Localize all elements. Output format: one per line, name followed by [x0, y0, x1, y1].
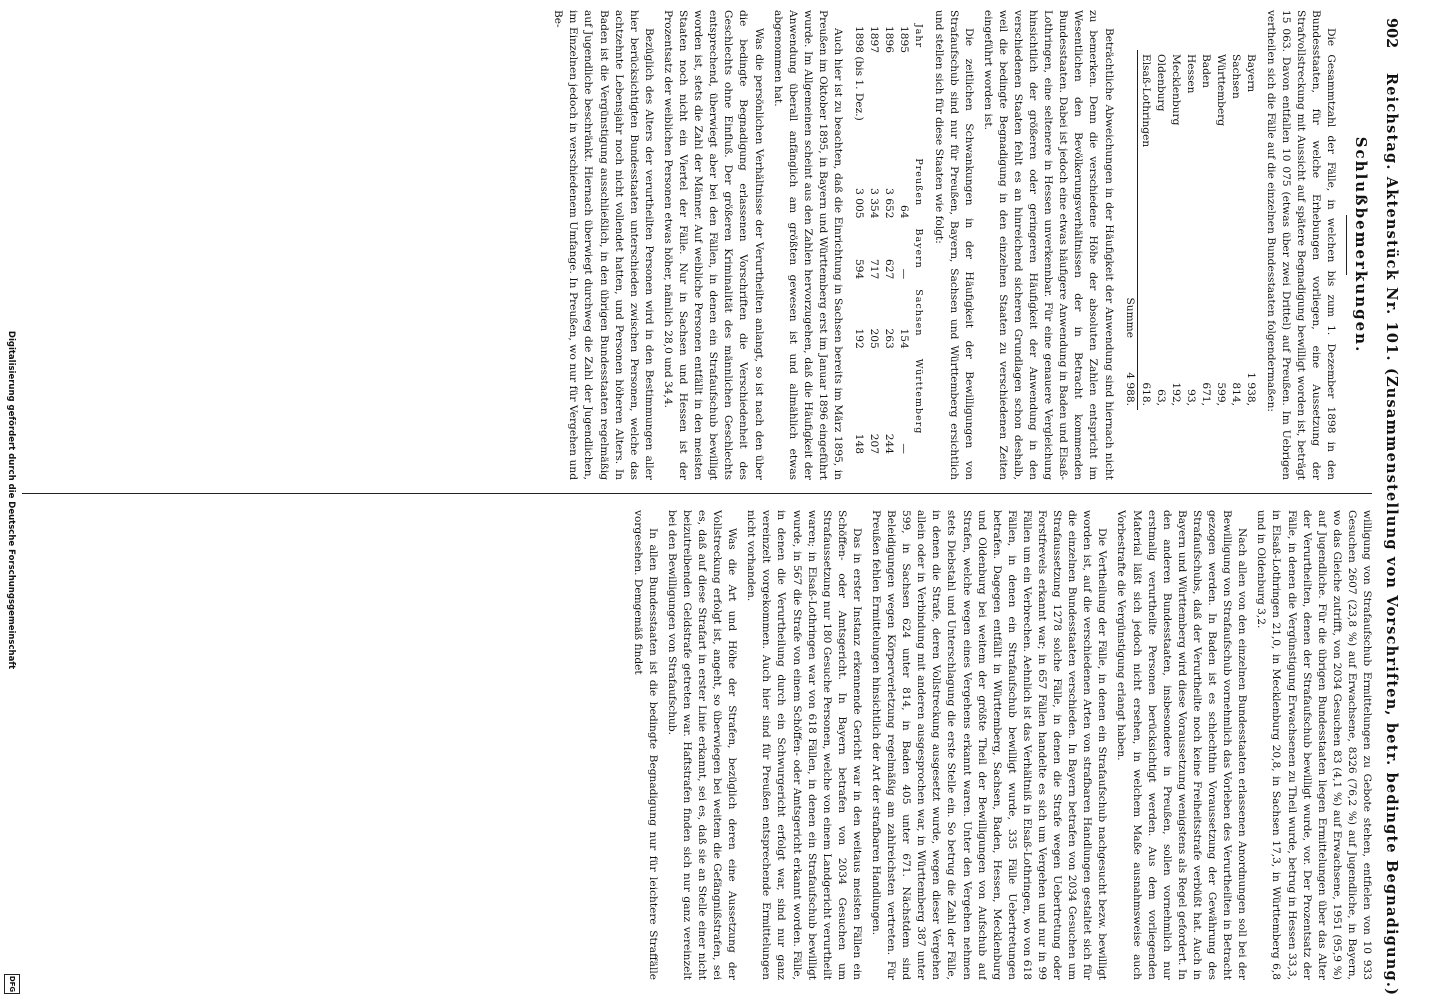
table-cell: 1897	[868, 26, 881, 53]
state-value: 1 938,	[1245, 372, 1258, 406]
state-name: Mecklenburg	[1169, 54, 1182, 126]
table-cell: 1898 (bis 1. Dez.)	[853, 26, 866, 121]
sum-row	[1122, 50, 1138, 410]
table-cell: 192	[853, 328, 866, 349]
table-row	[851, 20, 866, 460]
state-row	[1243, 50, 1258, 410]
state-value: 618.	[1139, 382, 1152, 406]
state-value: 93,	[1185, 389, 1198, 406]
table-row	[866, 20, 881, 460]
footer-credit: Digitalisierung gefördert durch die Deutsche Forschungsgemeinschaft	[6, 330, 16, 670]
state-name: Württemberg	[1215, 54, 1228, 127]
state-name: Bayern	[1245, 54, 1258, 93]
state-value: 63,	[1154, 389, 1167, 406]
paragraph: Bezüglich des Alters der verurtheilten Personen wird in den Bestimmungen aller hier berücksichtigten Bundesstaaten unterschieden zwischen Personen, welche das achtzehnte Lebensjahr noch nicht vollendet hatten, und Personen höheren Alters. In Baden ist die Vergünstigung ausschließlich, in den übrigen Bundesstaaten regelmäßig auf Jugendliche beschränkt. Hiernach überwiegt durchweg die Zahl der Jugendlichen, im Einzelnen jedoch in verschiedenem Umfange. In Preußen, wo nur für Vergehen und Be-	[552, 10, 655, 480]
state-row	[1168, 50, 1183, 410]
states-table	[1122, 50, 1259, 410]
paragraph: Die Gesammtzahl der Fälle, in welchen bis zum 1. Dezember 1898 in den Bundesstaaten, für welche Erhebungen vorliegen, eine Aussetzung der Strafvollstreckung mit Aussicht auf spätere Begnadigung bewilligt worden ist, beträgt 15 063. Davon entfallen 10 075 (etwas über zwei Drittel) auf Preußen. Im Uebrigen vertheilen sich die Fälle auf die einzelnen Bundesstaaten folgendermaßen:	[1264, 10, 1337, 480]
paragraph: Die zeitlichen Schwankungen in der Häufigkeit der Bewilligungen von Strafaufschub sind nur für Preußen, Bayern, Sachsen und Württemberg ersichtlich und stellen sich für diese Staaten wie folgt:	[932, 10, 975, 480]
paragraph: Auch hier ist zu beachten, daß die Einrichtung in Sachsen bereits im März 1895, in Preußen im Oktober 1895, in Bayern und Württemberg erst im Januar 1896 eingeführt wurde. Im Allgemeinen scheint aus den Zahlen hervorzugehen, daß die Häufigkeit der Anwendung überall anfänglich am größten gewesen ist und allmählich etwas abgenommen hat.	[771, 10, 844, 480]
state-value: 599,	[1215, 382, 1228, 406]
state-name: Oldenburg	[1154, 54, 1167, 112]
table-cell: 154	[898, 328, 911, 349]
table-cell: 263	[883, 328, 896, 349]
column-header: Sachsen	[913, 289, 925, 337]
column-header: Preußen	[913, 158, 925, 207]
paragraph: Was die Art und Höhe der Strafen, bezüglich deren eine Aussetzung der Vollstreckung erfolgt ist, angeht, so überwiegen bei weitem die Gefängnißstrafen, sei es, daß auf diese Strafart in erster Linie erkannt, sei es, daß sie an Stelle einer nicht beizutreibenden Geldstrafe getreten war. Haftstrafen finden sich nur ganz vereinzelt bei den Bewilligungen von Strafaufschub.	[665, 510, 739, 980]
section-title: Schlußbemerkungen.	[1352, 136, 1370, 354]
paragraph: willigung von Strafaufschub Ermittelungen zu Gebote stehen, entfielen von 10 933 Gesuchen 2607 (23,8 %) auf Erwachsene, 8326 (76,2 %) auf Jugendliche, in Bayern, wo das Gleiche zutrifft, von 2034 Gesuchen 83 (4,1 %) auf Erwachsene, 1951 (95,9 %) auf Jugendliche. Für die übrigen Bundesstaaten liegen Ermittelungen über das Alter der Verurtheilten, denen der Strafaufschub bewilligt wurde, vor. Der Prozentsatz der Fälle, in denen die Vergünstigung Erwachsenen zu Theil wurde, betrug in Hessen 33,3, in Elsaß-Lothringen 21,0, in Mecklenburg 20,8, in Sachsen 17,3, in Württemberg 6,8 und in Oldenburg 3,2.	[1255, 510, 1373, 980]
paragraph: Das in erster Instanz erkennende Gericht war in den weitaus meisten Fällen ein Schöffen- oder Amtsgericht. In Bayern betrafen von 2034 Gesuchen um Strafaussetzung nur 180 Gesuche Personen, welche von einem Landgericht verurtheilt waren; in Elsaß-Lothringen war von 618 Fällen, in denen ein Strafaufschub bewilligt wurde, in 567 die Strafe von einem Schöffen- oder Amtsgericht erkannt worden. Fälle, in denen die Verurtheilung durch ein Schwurgericht erfolgt war, sind nur ganz vereinzelt vorgekommen. Auch hier sind für Preußen entsprechende Ermittelungen nicht vorhanden.	[745, 510, 863, 980]
table-cell: 1895	[898, 26, 911, 53]
state-name: Sachsen	[1230, 54, 1243, 99]
state-value: 814,	[1230, 382, 1243, 406]
column-header: Jahr	[913, 24, 925, 49]
state-row	[1213, 50, 1228, 410]
paragraph: Nach allen von den einzelnen Bundesstaaten erlassenen Anordnungen soll bei der Bewilligung von Strafaufschub vornehmlich das Vorleben des Verurtheilten in Betracht gezogen werden. In Baden ist es schlechthin Voraussetzung der Gewährung des Strafaufschubs, daß der Verurtheilte noch keine Freiheitsstrafe verbüßt hat. Auch in Bayern und Württemberg wird diese Voraussetzung wenigstens als Regel gefordert. In den anderen Bundesstaaten, insbesondere in Preußen, sollen vornehmlich nur erstmalig verurtheilte Personen berücksichtigt werden. Aus dem vorliegenden Material läßt sich jedoch nicht ersehen, in welchem Maße ausnahmsweise auch Vorbestrafte die Vergünstigung erlangt haben.	[1115, 510, 1249, 980]
table-row	[881, 20, 896, 460]
table-cell: 3 005	[853, 188, 866, 219]
state-row	[1183, 50, 1198, 410]
table-cell: —	[898, 443, 911, 454]
state-row	[1228, 50, 1243, 410]
state-value: 671,	[1200, 382, 1213, 406]
state-row	[1198, 50, 1213, 410]
title-rule	[1346, 215, 1347, 275]
left-column	[14, 10, 1374, 480]
paragraph: Was die persönlichen Verhältnisse der Verurtheilten anlangt, so ist nach den über die bedingte Begnadigung erlassenen Vorschriften die Verschiedenheit des Geschlechts ohne Einfluß. Der größeren Kriminalität des männlichen Geschlechts entsprechend, überwiegt aber bei den Fällen, in denen ein Strafaufschub bewilligt worden ist, stets die Zahl der Männer. Auf weibliche Personen entfällt in den meisten Staaten noch nicht ein Viertel der Fälle. Nur in Sachsen und Hessen ist der Prozentsatz der weiblichen Personen etwas höher, nämlich 28,0 und 34,4.	[661, 10, 765, 480]
table-cell: 207	[868, 433, 881, 454]
paragraph: In allen Bundesstaaten ist die bedingte Begnadigung nur für leichtere Straffälle vorgesehen. Demgemäß findet	[631, 510, 659, 980]
state-row	[1137, 50, 1153, 410]
column-header: Bayern	[913, 228, 925, 269]
paragraph: Beträchtliche Abweichungen in der Häufigkeit der Anwendung sind hiernach nicht zu bemerken. Denn die verschiedene Höhe der absoluten Zahlen entspricht im Wesentlichen den Bevölkerungsverhältnissen der in Betracht kommenden Bundesstaaten. Dabei ist jedoch eine etwas häufigere Anwendung in Baden und Elsaß-Lothringen, eine seltenere in Hessen unverkennbar. Für eine genauere Vergleichung hinsichtlich der größeren oder geringeren Häufigkeit der Anwendung in den verschiedenen Staaten fehlt es an hinreichend sicheren Grundlagen schon deshalb, weil die bedingte Begnadigung in den einzelnen Staaten zu verschiedenen Zeiten eingeführt worden ist.	[981, 10, 1115, 480]
state-value: 192,	[1169, 382, 1182, 406]
table-cell: 205	[868, 328, 881, 349]
sum-value: 4 988.	[1122, 342, 1138, 410]
paragraph: Die Vertheilung der Fälle, in denen ein Strafaufschub nachgesucht bezw. bewilligt worden ist, auf die verschiedenen Arten von strafbaren Handlungen gestaltet sich für die einzelnen Bundesstaaten verschieden. In Bayern betrafen von 2034 Gesuchen um Strafaussetzung 1278 solche Fälle, in denen die Strafe wegen Uebertretung oder Forstfrevels erkannt war; in 657 Fällen handelte es sich um Vergehen und nur in 99 Fällen um ein Verbrechen. Aehnlich ist das Verhältniß in Elsaß-Lothringen, wo von 618 Fällen, in denen ein Strafaufschub bewilligt wurde, 335 Fälle Uebertretungen betrafen. Dagegen entfällt in Württemberg, Sachsen, Baden, Hessen, Mecklenburg und Oldenburg bei weitem der größte Theil der Bewilligungen von Aufschub auf Strafen, welche wegen eines Vergehens erkannt waren. Unter den Vergehen nehmen stets Diebstahl und Unterschlagung die erste Stelle ein. So betrug die Zahl der Fälle, in denen die Strafe, deren Vollstreckung ausgesetzt wurde, wegen dieser Vergehen allein oder in Verbindung mit anderen ausgesprochen war, in Württemberg 387 unter 599, in Sachsen 624 unter 814, in Baden 405 unter 671. Nächstdem sind Beleidigungen wegen Körperverletzung regelmäßig am zahlreichsten vertreten. Für Preußen fehlen Ermittelungen hinsichtlich der Art der strafbaren Handlungen.	[870, 510, 1109, 980]
table-cell: 3 652	[883, 188, 896, 219]
table-row	[896, 20, 911, 460]
sum-label: Summe	[1122, 50, 1138, 342]
table-cell: 1896	[883, 26, 896, 53]
table-cell: 64	[898, 205, 911, 219]
right-column	[14, 510, 1374, 980]
table-cell: 148	[853, 433, 866, 454]
state-name: Hessen	[1185, 54, 1198, 94]
years-table	[851, 20, 926, 460]
state-name: Elsaß-Lothringen	[1139, 54, 1152, 148]
table-cell: 244	[883, 433, 896, 454]
state-name: Baden	[1200, 54, 1213, 88]
table-cell: 3 354	[868, 188, 881, 219]
column-header: Württemberg	[913, 358, 925, 435]
state-row	[1153, 50, 1168, 410]
table-cell: 717	[868, 259, 881, 280]
page-header	[1378, 18, 1400, 997]
column-divider	[22, 493, 1372, 494]
page-title: Reichstag. Aktenstück Nr. 101. (Zusammenstellung von Vorschriften, betr. bedingte Begnadigung.)	[1383, 73, 1400, 997]
table-cell: 627	[883, 259, 896, 280]
dfg-logo-icon: DFG	[4, 974, 20, 994]
table-cell: —	[898, 268, 911, 280]
table-cell: 594	[853, 259, 866, 280]
page-number: 902	[1383, 18, 1400, 49]
